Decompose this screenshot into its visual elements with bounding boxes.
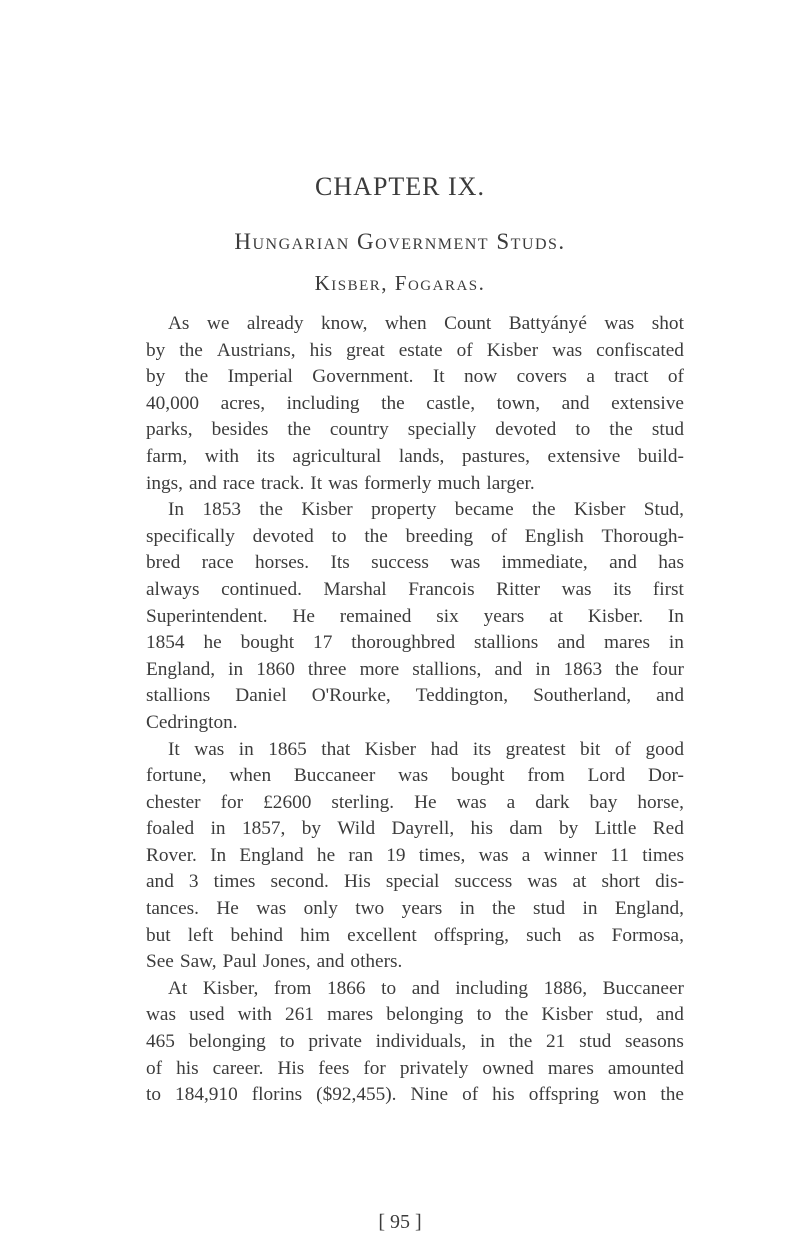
text-line: Cedrington. (146, 711, 238, 733)
text-line: stallions Daniel O'Rourke, Teddington, Southerland, and (146, 685, 684, 707)
text-line: was used with 261 mares belonging to the Kisber stud, and (146, 1004, 684, 1026)
text-line: farm, with its agricultural lands, pastures, extensive build- (146, 445, 684, 467)
text-line: Superintendent. He remained six years at Kisber. In (146, 605, 684, 627)
text-line: and 3 times second. His special success was at short dis- (146, 871, 684, 893)
text-line: Rover. In England he ran 19 times, was a winner 11 times (146, 844, 684, 866)
text-line: but left behind him excellent offspring, such as Formosa, (146, 924, 684, 946)
text-line: ings, and race track. It was formerly much larger. (146, 472, 535, 494)
text-line: of his career. His fees for privately owned mares amounted (146, 1057, 684, 1079)
text-line: specifically devoted to the breeding of English Thorough- (146, 525, 684, 547)
text-line: parks, besides the country specially devoted to the stud (146, 419, 684, 441)
text-line: bred race horses. Its success was immediate, and has (146, 552, 684, 574)
text-line: 1854 he bought 17 thoroughbred stallions and mares in (146, 632, 684, 654)
text-line: England, in 1860 three more stallions, and in 1863 the four (146, 658, 684, 680)
text-line: by the Austrians, his great estate of Kisber was confiscated (146, 339, 684, 361)
text-line: fortune, when Buccaneer was bought from Lord Dor- (146, 765, 684, 787)
section-subtitle: Kisber, Fogaras. (314, 271, 486, 295)
text-line: tances. He was only two years in the stud in England, (146, 898, 684, 920)
text-line: to 184,910 florins ($92,455). Nine of his offspring won the (146, 1084, 684, 1106)
section-title: Hungarian Government Studs. (234, 229, 566, 254)
page-number: [ 95 ] (378, 1211, 422, 1233)
text-line: 40,000 acres, including the castle, town, and extensive (146, 392, 684, 414)
text-line: by the Imperial Government. It now covers a tract of (146, 366, 684, 388)
text-line: chester for £2600 sterling. He was a dark bay horse, (146, 791, 684, 813)
text-line: See Saw, Paul Jones, and others. (146, 951, 403, 973)
text-line: always continued. Marshal Francois Ritter was its first (146, 578, 684, 600)
text-line: In 1853 the Kisber property became the Kisber Stud, (168, 499, 684, 521)
text-line: It was in 1865 that Kisber had its greatest bit of good (168, 738, 684, 760)
text-line: foaled in 1857, by Wild Dayrell, his dam by Little Red (146, 818, 684, 840)
chapter-heading: CHAPTER IX. (315, 172, 485, 201)
text-line: At Kisber, from 1866 to and including 1886, Buccaneer (168, 977, 684, 999)
text-line: 465 belonging to private individuals, in the 21 stud seasons (146, 1031, 684, 1053)
text-line: As we already know, when Count Battyányé was shot (168, 313, 684, 334)
body-text (146, 311, 684, 1109)
